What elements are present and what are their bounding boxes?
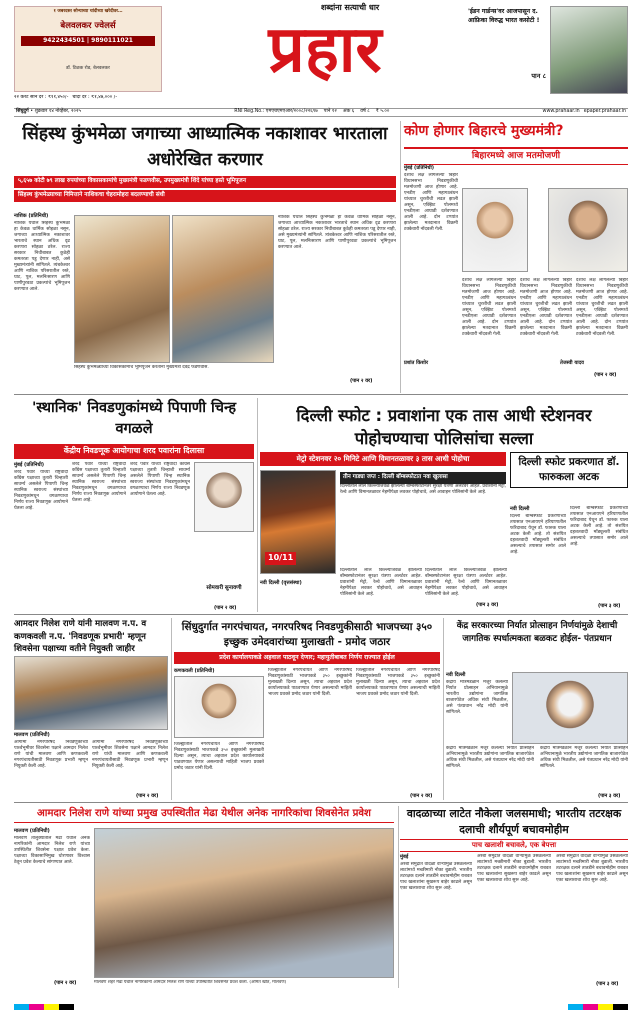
rni-reg: RNI Reg.No.: एमएचएमएआर/२००८/२२६९७: [234, 109, 318, 115]
delhi-sub: मेट्रो स्टेशनवर २० मिनिटे आणि विमानतळावर ३ तास आधी पोहोचा: [260, 452, 506, 466]
epaper-link[interactable]: epaper.prahaar.in: [583, 109, 626, 115]
export-continue[interactable]: (पान ३ वर): [598, 793, 621, 799]
join-photo: [94, 828, 394, 978]
local-body-3: शरद पवार यांच्या राष्ट्रवादी काँग्रेस पक्षाच्या तुतारी चिन्हाशी साधर्म्य असलेले पिपाणी चिन्ह स्थानिक स्वराज्य संस्थांच्या निवडणुकांमधून वगळण्याचा निर्णय राज्य निवडणूक आयोगाने घेतला आहे.: [130, 462, 190, 497]
delhi-blast-photo: [260, 470, 336, 574]
lead-body-cont: नाशिक येथील सिंहस्थ कुंभमेळा हा केवळ धार्मिक सोहळा नसून, जगाच्या आध्यात्मिक नकाशावर भारताचे स्थान अधिक दृढ करणारा सोहळा ठरेल. राज्य सरकार निधीबाबत कुठेही कमतरता पडू देणार नाही, असे मुख्यमंत्र्यांनी सांगितले. त्र्यंबकेश्वर आणि नाशिक परिसरातील रस्ते, घाट, पूल, मलनिःसारण आणि पाणीपुरवठा प्रकल्पांचे भूमिपूजन करण्यात आले.: [278, 215, 396, 250]
bihar-body-4: देशाचे लक्ष लागलेल्या बिहार विधानसभा निवडणुकीची मतमोजणी आज होणार आहे. एनडीए आणि महागठबंधन यांच्यात चुरशीची लढत झाली असून, एक्झिट पोलमध्ये एनडीएला आघाडी दर्शवण्यात आली आहे. दोन टप्प्यांत झालेल्या मतदानात विक्रमी टक्केवारी नोंदवली गेली.: [576, 278, 628, 337]
color-bar-right: [568, 1004, 628, 1010]
export-body-3: केंद्रीय मंत्रिमंडळाने मंजूर केलेल्या निर्यात प्रोत्साहन अभियानामुळे भारतीय उद्योगांना जागतिक बाजारपेठेत अधिक संधी मिळतील, असे पंतप्रधान नरेंद्र मोदी यांनी सांगितले.: [540, 746, 628, 769]
edition: सिंधुदुर्ग: [16, 109, 29, 115]
bihar-caption-pk: प्रशांत किशोर: [404, 360, 429, 366]
malvan-byline: मालवण (प्रतिनिधी): [14, 732, 50, 738]
bihar-body-2: देशाचे लक्ष लागलेल्या बिहार विधानसभा निवडणुकीची मतमोजणी आज होणार आहे. एनडीए आणि महागठबंधन यांच्यात चुरशीची लढत झाली असून, एक्झिट पोलमध्ये एनडीएला आघाडी दर्शवण्यात आली आहे. दोन टप्प्यांत झालेल्या मतदानात विक्रमी टक्केवारी नोंदवली गेली.: [462, 278, 516, 337]
join-headline: आमदार निलेश राणे यांच्या प्रमुख उपस्थितीत मेढा येथील अनेक नागरिकांचा शिवसेनेत प्रवेश: [14, 806, 394, 823]
join-body: मालवण तालुक्यातील मेढा येथील अनेक नागरिकांनी आमदार निलेश राणे यांच्या उपस्थितीत शिवसेना पक्षात प्रवेश केला. पक्षाच्या विकासाभिमुख धोरणावर विश्वास ठेवून प्रवेश केल्याचे सांगण्यात आले.: [14, 836, 90, 865]
local-byline: मुंबई (प्रतिनिधी): [14, 462, 45, 468]
delhi-continue[interactable]: (पान ३ वर): [476, 602, 499, 608]
ad-top-line: १ जबरदस्त सोन्याच्या चांदीच्या खरेदीवर…: [53, 9, 123, 14]
issue-date: शुक्रवार १४ नोव्हेंबर, २०२५: [34, 109, 82, 115]
join-caption: मालवण शहर मेढा येथील नागरिकांनी आमदार निलेश राणे यांच्या उपस्थितीत शिवसेनेत प्रवेश केला. (अमित खोत, मालवण): [94, 980, 287, 985]
local-sidebar: सोमवारी सुनावणी: [206, 585, 242, 591]
bihar-byline: मुंबई (प्रतिनिधी): [404, 165, 435, 171]
malvan-body-2: आगामी नगरपरिषद निवडणुकीच्या पार्श्वभूमीवर शिवसेना पक्षाने आमदार निलेश राणे यांची मालवण आणि कणकवली नगरपंचायतीसाठी निवडणूक प्रभारी म्हणून नियुक्ती केली आहे.: [92, 740, 168, 769]
bihar-photo-nitish: [462, 188, 528, 272]
local-body-2: शरद पवार यांच्या राष्ट्रवादी काँग्रेस पक्षाच्या तुतारी चिन्हाशी साधर्म्य असलेले पिपाणी चिन्ह स्थानिक स्वराज्य संस्थांच्या निवडणुकांमधून वगळण्याचा निर्णय राज्य निवडणूक आयोगाने घेतला आहे.: [72, 462, 126, 503]
malvan-continue[interactable]: (पान २ वर): [136, 793, 159, 799]
export-body: केंद्रीय मंत्रिमंडळाने मंजूर केलेल्या निर्यात प्रोत्साहन अभियानामुळे भारतीय उद्योगांना जागतिक बाजारपेठेत अधिक संधी मिळतील, असे पंतप्रधान नरेंद्र मोदी यांनी सांगितले.: [446, 680, 508, 715]
lead-photo-1: [74, 215, 170, 363]
export-byline: नवी दिल्ली: [446, 672, 466, 678]
join-byline: मालवण (प्रतिनिधी): [14, 828, 50, 834]
coast-continue[interactable]: (पान ३ वर): [596, 981, 619, 987]
local-sub: केंद्रीय निवडणूक आयोगाचा शरद पवारांना दिलासा: [14, 444, 254, 459]
lead-bullet: ५,६५७ कोटी ७९ लाख रुपयांच्या विकासकामांचे मुख्यमंत्री फडणवीस, उपमुख्यमंत्री शिंदे यांच्या हस्ते भूमिपूजन: [14, 176, 396, 188]
delhi-byline: नवी दिल्ली (वृत्तसंस्था): [260, 580, 302, 586]
sindhudurg-body-2: जिल्ह्यातील नगरपंचायत आणि नगरपरिषद निवडणुकांसाठी भाजपकडे ३५० इच्छुकांनी मुलाखती दिल्या असून, त्याचा अहवाल प्रदेश कार्यालयाकडे पाठवण्यात येणार असल्याची माहिती भाजप प्रवक्ते प्रमोद जठार यांनी दिली.: [268, 668, 352, 697]
sindhudurg-sub: प्रदेश कार्यालयाकडे अहवाल पाठवून देणार; महायुतीबाबत निर्णय राज्यात होईल: [174, 652, 440, 664]
arrest-continue[interactable]: (पान ३ वर): [598, 603, 621, 609]
delhi-body-2: दिल्लीतील लाल किल्ल्याजवळ झालेल्या बॉम्बस्फोटानंतर सुरक्षा यंत्रणा अलर्टवर आहेत. प्रवाशांनी मेट्रो, रेल्वे आणि विमानतळावर नेहमीपेक्षा लवकर पोहोचावे, असे आवाहन पोलिसांनी केले आहे.: [340, 568, 422, 597]
issue-number: अंक ६: [342, 109, 355, 115]
lead-body: नाशिक येथील सिंहस्थ कुंभमेळा हा केवळ धार्मिक सोहळा नसून, जगाच्या आध्यात्मिक नकाशावर भारताचे स्थान अधिक दृढ करणारा सोहळा ठरेल. राज्य सरकार निधीबाबत कुठेही कमतरता पडू देणार नाही, असे मुख्यमंत्र्यांनी सांगितले. त्र्यंबकेश्वर आणि नाशिक परिसरातील रस्ते, घाट, पूल, मलनिःसारण आणि पाणीपुरवठा प्रकल्पांचे भूमिपूजन करण्यात आले.: [14, 221, 70, 292]
export-body-2: केंद्रीय मंत्रिमंडळाने मंजूर केलेल्या निर्यात प्रोत्साहन अभियानामुळे भारतीय उद्योगांना जागतिक बाजारपेठेत अधिक संधी मिळतील, असे पंतप्रधान नरेंद्र मोदी यांनी सांगितले.: [446, 746, 534, 769]
coast-byline: मुंबई: [400, 854, 409, 860]
coast-body-3: अरबी समुद्रात वादळी वाऱ्यामुळे उसळलेल्या लाटांमध्ये मच्छीमारी नौका बुडाली. भारतीय तटरक्षक दलाने तातडीने बचावमोहीम राबवत पाच खलाशांना सुखरूप बाहेर काढले असून एका खलाशाचा शोध सुरू आहे.: [556, 854, 628, 883]
bihar-body-3: देशाचे लक्ष लागलेल्या बिहार विधानसभा निवडणुकीची मतमोजणी आज होणार आहे. एनडीए आणि महागठबंधन यांच्यात चुरशीची लढत झाली असून, एक्झिट पोलमध्ये एनडीएला आघाडी दर्शवण्यात आली आहे. दोन टप्प्यांत झालेल्या मतदानात विक्रमी टक्केवारी नोंदवली गेली.: [520, 278, 572, 337]
sindhudurg-headline: सिंधुदुर्गात नगरपंचायत, नगरपरिषद निवडणुकीसाठी भाजपच्या ३५० इच्छुक उमेदवारांच्या मुलाखती - प्रमोद जठार: [181, 621, 433, 648]
cricket-promo[interactable]: [468, 6, 628, 94]
export-headline: केंद्र सरकारच्या निर्यात प्रोत्साहन निर्णयांमुळे देशाची जागतिक स्पर्धात्मकता बळकट होईल- पंतप्रधान: [456, 621, 618, 644]
gold-rate: २२ कॅरेट सोने दर : ₹११,४५०/-: [14, 95, 69, 100]
promo-page: पान ८: [531, 72, 546, 80]
year: वर्ष ८: [360, 109, 370, 115]
arrest-body: दिल्ली बॉम्बस्फोट प्रकरणाच्या तपासात एनआयएने हरियाणातील फरिदाबाद येथून डॉ. फारुक याला अटक केली आहे. तो संशयित दहशतवादी मॉड्यूलशी संबंधित असल्याचे तपासात समोर आले आहे.: [510, 514, 566, 555]
website-link[interactable]: www.prahaar.in: [542, 109, 580, 115]
coast-body: अरबी समुद्रात वादळी वाऱ्यामुळे उसळलेल्या लाटांमध्ये मच्छीमारी नौका बुडाली. भारतीय तटरक्षक दलाने तातडीने बचावमोहीम राबवत पाच खलाशांना सुखरूप बाहेर काढले असून एका खलाशाचा शोध सुरू आहे.: [400, 862, 472, 891]
modi-photo: [512, 672, 628, 744]
jathar-photo: [174, 676, 264, 738]
malvan-body: आगामी नगरपरिषद निवडणुकीच्या पार्श्वभूमीवर शिवसेना पक्षाने आमदार निलेश राणे यांची मालवण आणि कणकवली नगरपंचायतीसाठी निवडणूक प्रभारी म्हणून नियुक्ती केली आहे.: [14, 740, 88, 769]
delhi-img-label: 10/11: [265, 552, 296, 565]
cricket-photo: [550, 6, 628, 94]
masthead-tagline: शब्दांना सत्याची धार: [320, 3, 380, 12]
lead-caption: सिंहस्थ कुंभमेळ्याच्या विकासकामांचे भूमिपूजन करताना मुख्यमंत्री देवेंद्र फडणवीस.: [74, 365, 209, 370]
delhi-tag: तीन गाड्या जप्त : दिल्ली बॉम्बस्फोटात नवा खुलासा: [340, 472, 506, 484]
malvan-headline: आमदार निलेश राणे यांनी मालवण न.प. व कणकवली न.प. 'निवडणूक प्रभारी' म्हणून शिवसेना पक्षाच्या वतीने नियुक्ती जाहीर: [14, 619, 147, 654]
dateline-bar: सिंधुदुर्ग • शुक्रवार १४ नोव्हेंबर, २०२५ RNI Reg.No.: एमएचएमएआर/२००८/२२६९७ पाने १२ अंक ६ वर्ष ८ ₹ ५.०० www.prahaar.in epaper.prahaar.in: [14, 108, 628, 117]
lead-bullet: सिंहस्थ कुंभमेळ्याच्या निमित्ताने नाशिकचा चेहरामोहरा बदलण्याची संधी: [14, 190, 396, 202]
delhi-body-3: दिल्लीतील लाल किल्ल्याजवळ झालेल्या बॉम्बस्फोटानंतर सुरक्षा यंत्रणा अलर्टवर आहेत. प्रवाशांनी मेट्रो, रेल्वे आणि विमानतळावर नेहमीपेक्षा लवकर पोहोचावे, असे आवाहन पोलिसांनी केले आहे.: [425, 568, 507, 597]
bihar-body: देशाचे लक्ष लागलेल्या बिहार विधानसभा निवडणुकीची मतमोजणी आज होणार आहे. एनडीए आणि महागठबंधन यांच्यात चुरशीची लढत झाली असून, एक्झिट पोलमध्ये एनडीएला आघाडी दर्शवण्यात आली आहे. दोन टप्प्यांत झालेल्या मतदानात विक्रमी टक्केवारी नोंदवली गेली.: [404, 173, 458, 232]
sindhudurg-continue[interactable]: (पान २ वर): [410, 793, 433, 799]
lead-byline: नाशिक (प्रतिनिधी): [14, 213, 49, 219]
lead-photo-2: [172, 215, 274, 363]
bihar-sub: बिहारमध्ये आज मतमोजणी: [404, 147, 628, 165]
bihar-photo-tejashwi: [548, 188, 628, 272]
lead-bullets: [14, 176, 396, 210]
masthead-title: प्रहार: [268, 12, 382, 87]
arrest-body-2: दिल्ली बॉम्बस्फोट प्रकरणाच्या तपासात एनआयएने हरियाणातील फरिदाबाद येथून डॉ. फारुक याला अटक केली आहे. तो संशयित दहशतवादी मॉड्यूलशी संबंधित असल्याचे तपासात समोर आले आहे.: [570, 506, 628, 547]
pages-count: पाने १२: [323, 109, 337, 115]
delhi-body: दिल्लीतील लाल किल्ल्याजवळ झालेल्या बॉम्बस्फोटानंतर सुरक्षा यंत्रणा अलर्टवर आहेत. प्रवाशांनी मेट्रो, रेल्वे आणि विमानतळावर नेहमीपेक्षा लवकर पोहोचावे, असे आवाहन पोलिसांनी केले आहे.: [340, 484, 506, 495]
local-headline: 'स्थानिक' निवडणुकांमध्ये पिपाणी चिन्ह वगळले: [31, 400, 237, 437]
sharad-pawar-photo: [194, 462, 254, 532]
ad-brand: बेलवलकर ज्वेलर्स: [60, 21, 116, 32]
coast-headline: वादळाच्या लाटेत नौकेला जलसमाधी; भारतीय तटरक्षक दलाची शौर्यपूर्ण बचावमोहीम: [406, 807, 622, 836]
coast-body-2: अरबी समुद्रात वादळी वाऱ्यामुळे उसळलेल्या लाटांमध्ये मच्छीमारी नौका बुडाली. भारतीय तटरक्षक दलाने तातडीने बचावमोहीम राबवत पाच खलाशांना सुखरूप बाहेर काढले असून एका खलाशाचा शोध सुरू आहे.: [477, 854, 551, 883]
join-continue[interactable]: (पान २ वर): [54, 980, 77, 986]
local-continue[interactable]: (पान २ वर): [214, 605, 237, 611]
jeweller-ad: [14, 6, 162, 92]
malvan-photo: [14, 656, 168, 730]
promo-text: 'ईडन गार्डन्स'वर आजपासून द. आफ्रिका विरुद्ध भारत कसोटी !: [468, 8, 540, 24]
price: ₹ ५.००: [375, 109, 390, 115]
sindhudurg-body-3: जिल्ह्यातील नगरपंचायत आणि नगरपरिषद निवडणुकांसाठी भाजपकडे ३५० इच्छुकांनी मुलाखती दिल्या असून, त्याचा अहवाल प्रदेश कार्यालयाकडे पाठवण्यात येणार असल्याची माहिती भाजप प्रवक्ते प्रमोद जठार यांनी दिली.: [356, 668, 440, 697]
lead-headline: सिंहस्थ कुंभमेळा जगाच्या आध्यात्मिक नकाशावर भारताला अधोरेखित करणार: [22, 124, 388, 170]
sindhudurg-body: जिल्ह्यातील नगरपंचायत आणि नगरपरिषद निवडणुकांसाठी भाजपकडे ३५० इच्छुकांनी मुलाखती दिल्या असून, त्याचा अहवाल प्रदेश कार्यालयाकडे पाठवण्यात येणार असल्याची माहिती भाजप प्रवक्ते प्रमोद जठार यांनी दिली.: [174, 742, 264, 771]
delhi-headline: दिल्ली स्फोट : प्रवाशांना एक तास आधी स्टेशनवर पोहोचण्याचा पोलिसांचा सल्ला: [296, 406, 592, 448]
ad-phone: 9422434501 | 9890111021: [21, 36, 155, 46]
lead-continue[interactable]: (पान २ वर): [350, 378, 373, 384]
coast-sub: पाच खलाशी बचावले, एक बेपत्ता: [400, 839, 628, 852]
sindhudurg-byline: कणकवली (प्रतिनिधी): [174, 668, 215, 674]
arrest-headline: दिल्ली स्फोट प्रकरणात डॉ. फारुकला अटक: [510, 452, 628, 488]
bihar-caption-ty: तेजस्वी यादव: [560, 360, 584, 366]
silver-rate: चांदी दर : ₹१,४७,००० /-: [72, 95, 118, 100]
ad-address: डॉ. टिळक रोड, बेलवलकर: [66, 65, 110, 71]
arrest-byline: नवी दिल्ली: [510, 506, 530, 512]
local-body: शरद पवार यांच्या राष्ट्रवादी काँग्रेस पक्षाच्या तुतारी चिन्हाशी साधर्म्य असलेले पिपाणी चिन्ह स्थानिक स्वराज्य संस्थांच्या निवडणुकांमधून वगळण्याचा निर्णय राज्य निवडणूक आयोगाने घेतला आहे.: [14, 470, 68, 511]
bihar-continue[interactable]: (पान २ वर): [594, 372, 617, 378]
color-bar-left: [14, 1004, 74, 1010]
bihar-headline: कोण होणार बिहारचे मुख्यमंत्री?: [404, 123, 564, 139]
